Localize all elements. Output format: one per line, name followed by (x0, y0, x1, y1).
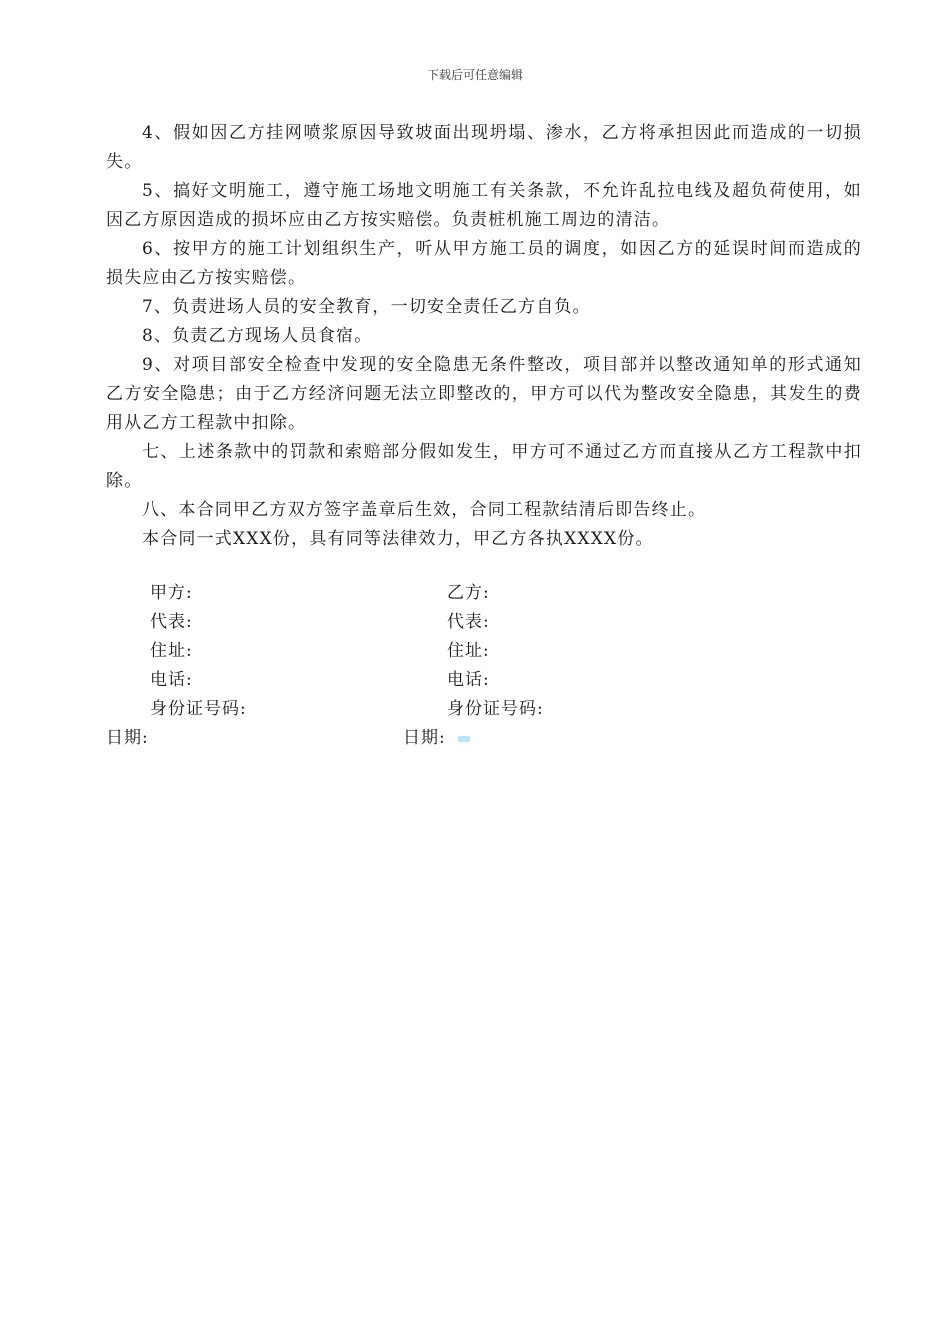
party-a-phone-label: 电话: (150, 670, 193, 690)
party-a-date-label: 日期: (106, 728, 149, 748)
party-b-address-label: 住址: (447, 641, 490, 661)
clause-5: 5、搞好文明施工，遵守施工场地文明施工有关条款，不允许乱拉电线及超负荷使用，如因乙方原因造成的损坏应由乙方按实赔偿。负责桩机施工周边的清洁。 (106, 181, 862, 230)
article-seven: 七、上述条款中的罚款和索赔部分假如发生，甲方可不通过乙方而直接从乙方工程款中扣除。 (106, 442, 862, 491)
clause-8: 8、负责乙方现场人员食宿。 (142, 326, 373, 346)
highlight-mark (458, 736, 470, 742)
party-a-label: 甲方: (150, 583, 193, 603)
signature-row-address (0, 637, 950, 666)
party-a-address-label: 住址: (150, 641, 193, 661)
copies-note: 本合同一式XXX份，具有同等法律效力，甲乙方各执XXXX份。 (142, 529, 654, 549)
party-b-id-label: 身份证号码: (447, 699, 544, 719)
signature-row-id (0, 695, 950, 724)
clause-4: 4、假如因乙方挂网喷浆原因导致坡面出现坍塌、渗水，乙方将承担因此而造成的一切损失。 (106, 123, 862, 172)
clause-6: 6、按甲方的施工计划组织生产，听从甲方施工员的调度，如因乙方的延误时间而造成的损失应由乙方按实赔偿。 (106, 239, 862, 288)
clause-7: 7、负责进场人员的安全教育，一切安全责任乙方自负。 (142, 297, 591, 317)
signature-block (0, 579, 950, 753)
signature-row-phone (0, 666, 950, 695)
page-header: 下载后可任意编辑 (426, 68, 523, 82)
clause-9: 9、对项目部安全检查中发现的安全隐患无条件整改，项目部并以整改通知单的形式通知乙方安全隐患；由于乙方经济问题无法立即整改的，甲方可以代为整改安全隐患，其发生的费用从乙方工程款中扣除。 (106, 355, 862, 433)
party-b-date-label: 日期: (403, 728, 446, 748)
signature-row-rep (0, 608, 950, 637)
signature-row-party (0, 579, 950, 608)
party-b-rep-label: 代表: (447, 612, 490, 632)
party-b-phone-label: 电话: (447, 670, 490, 690)
signature-row-date (0, 724, 950, 753)
party-a-id-label: 身份证号码: (150, 699, 247, 719)
contract-body (106, 119, 862, 554)
party-a-rep-label: 代表: (150, 612, 193, 632)
party-b-label: 乙方: (447, 583, 490, 603)
article-eight: 八、本合同甲乙方双方签字盖章后生效，合同工程款结清后即告终止。 (142, 500, 707, 520)
